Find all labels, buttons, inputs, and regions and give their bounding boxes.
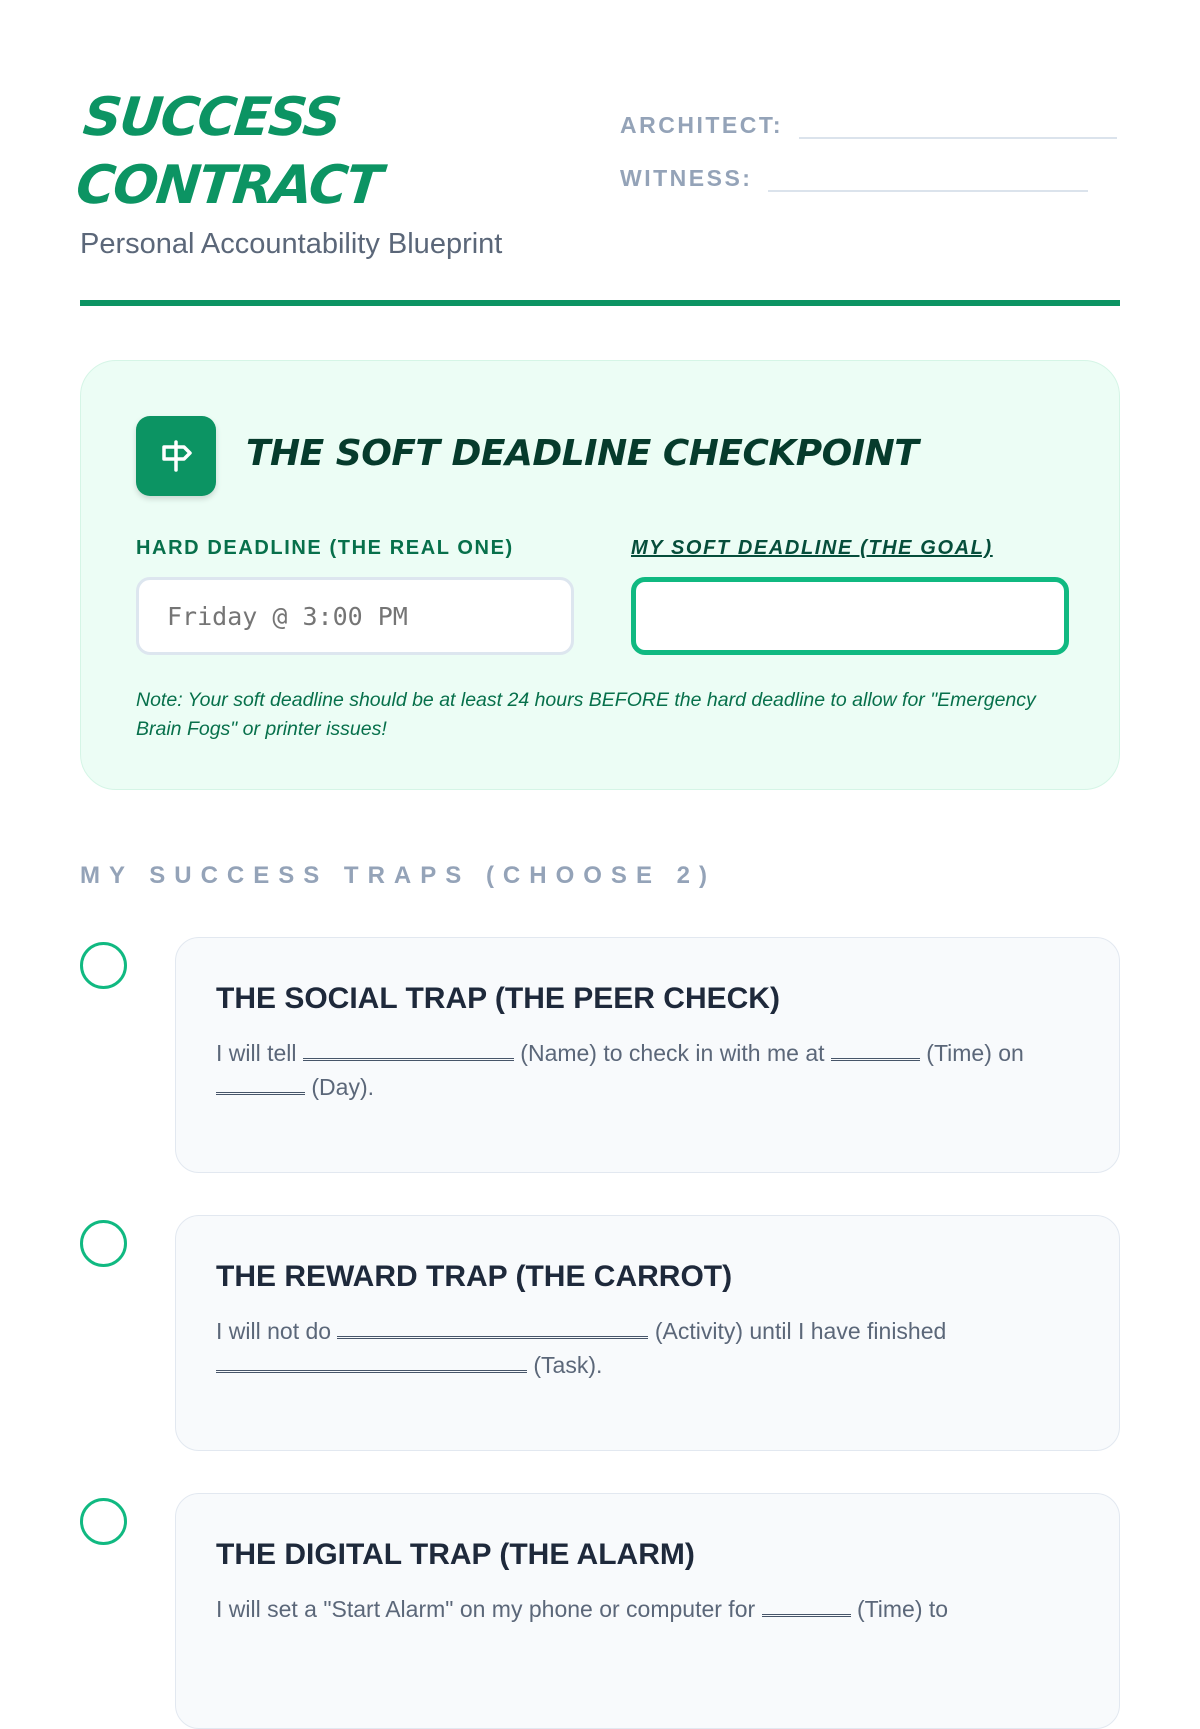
trap-text [216, 1314, 1079, 1382]
trap-text-part: (Activity) until I have finished [654, 1318, 947, 1344]
architect-signature-line[interactable] [799, 107, 1117, 139]
trap-text [216, 1036, 1079, 1104]
task-blank[interactable] [216, 1348, 527, 1373]
reward-trap-radio[interactable] [80, 1220, 127, 1267]
witness-signature-line[interactable] [768, 160, 1088, 192]
deadline-note: Note: Your soft deadline should be at least 24 hours BEFORE the hard deadline to allow for "Emergency Brain Fogs" or printer issues! [136, 689, 1036, 740]
social-trap-card [175, 937, 1120, 1173]
trap-text-part: (Name) to check in with me at [520, 1040, 825, 1066]
architect-label: ARCHITECT: [620, 112, 783, 138]
title-line-2: CONTRACT [73, 155, 384, 216]
architect-row [620, 86, 1117, 139]
signpost-icon [136, 416, 216, 496]
trap-title: THE REWARD TRAP (THE CARROT) [216, 1260, 733, 1293]
trap-text-part: (Day). [311, 1074, 375, 1100]
title-line-1: SUCCESS [80, 87, 343, 148]
hard-deadline-label: HARD DEADLINE (THE REAL ONE) [136, 537, 514, 559]
trap-title: THE SOCIAL TRAP (THE PEER CHECK) [216, 982, 780, 1015]
alarm-time-blank[interactable] [762, 1592, 851, 1617]
trap-text-part: (Task). [533, 1352, 603, 1378]
name-blank[interactable] [303, 1036, 514, 1061]
trap-text-part: I will tell [216, 1040, 297, 1066]
soft-deadline-panel [80, 360, 1120, 790]
digital-trap-radio[interactable] [80, 1498, 127, 1545]
page-subtitle: Personal Accountability Blueprint [80, 228, 503, 260]
trap-text-part: I will set a "Start Alarm" on my phone or computer for [216, 1596, 756, 1622]
trap-title: THE DIGITAL TRAP (THE ALARM) [216, 1538, 695, 1571]
social-trap-radio[interactable] [80, 942, 127, 989]
day-blank[interactable] [216, 1070, 305, 1095]
time-blank[interactable] [831, 1036, 920, 1061]
header-divider [80, 300, 1120, 306]
checkpoint-title: THE SOFT DEADLINE CHECKPOINT [246, 433, 919, 474]
activity-blank[interactable] [337, 1314, 648, 1339]
witness-row [620, 139, 1117, 192]
soft-deadline-label: MY SOFT DEADLINE (THE GOAL) [631, 537, 993, 559]
trap-text-part: (Time) on [926, 1040, 1024, 1066]
success-traps-heading: MY SUCCESS TRAPS (CHOOSE 2) [80, 862, 716, 889]
trap-text-part: (Time) to [856, 1596, 949, 1622]
trap-text [216, 1592, 1079, 1626]
trap-text-part: I will not do [216, 1318, 332, 1344]
witness-label: WITNESS: [620, 165, 753, 191]
hard-deadline-input[interactable] [136, 577, 574, 655]
digital-trap-card [175, 1493, 1120, 1729]
soft-deadline-input[interactable] [631, 577, 1069, 655]
signature-block [620, 86, 1117, 192]
reward-trap-card [175, 1215, 1120, 1451]
